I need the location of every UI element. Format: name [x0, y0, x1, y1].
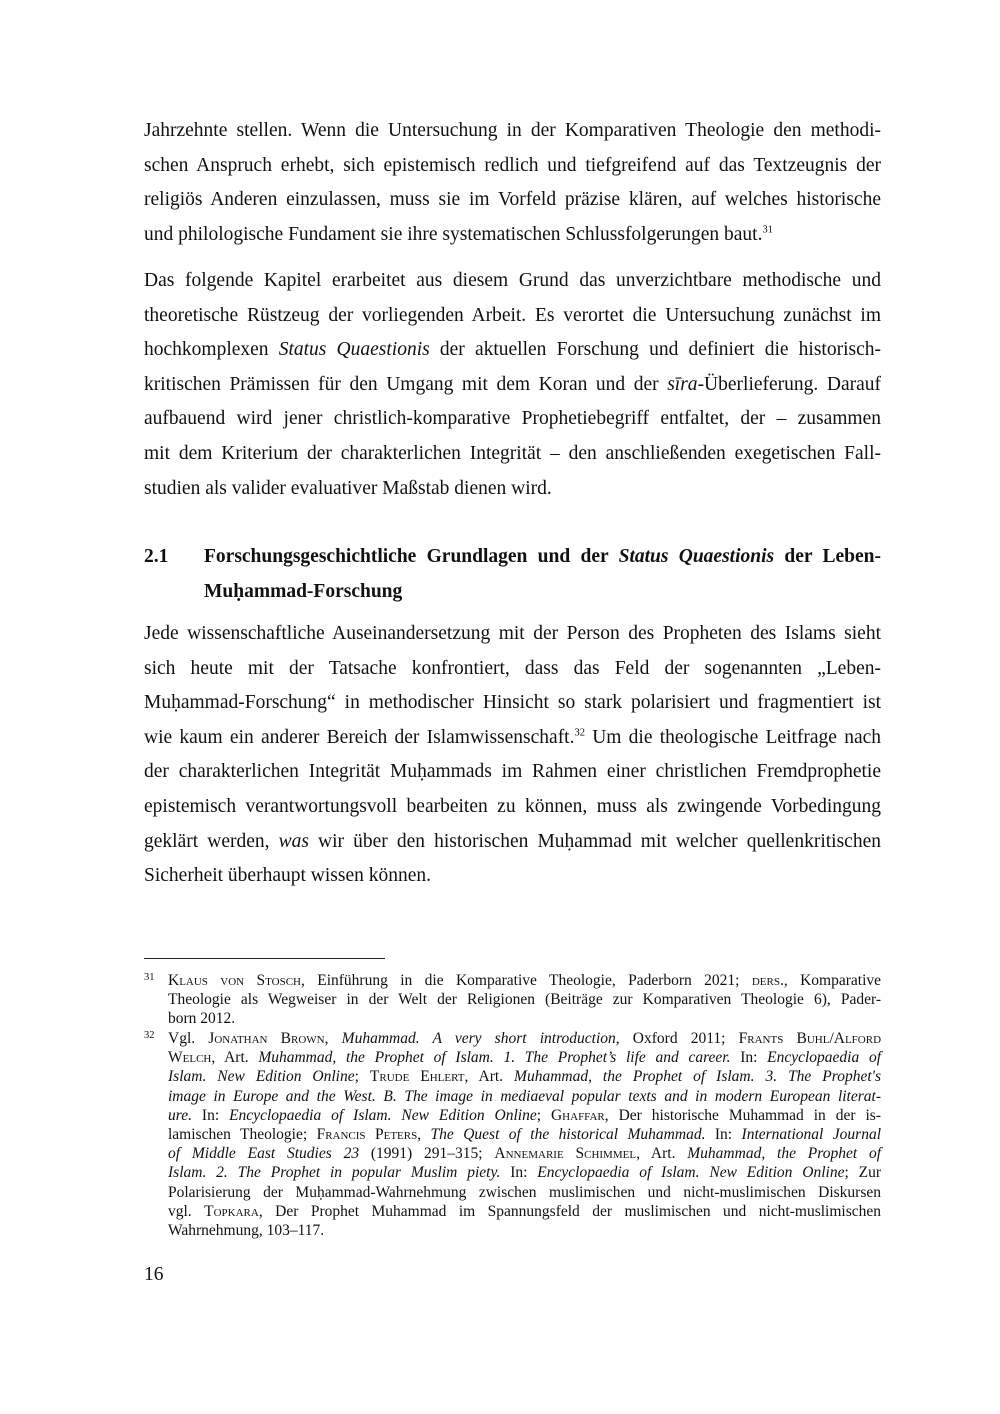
- footnote-line: Theologie als Wegweiser in der Welt der Religionen (Beiträge zur Komparativen Theologie 6), Pader-: [168, 991, 881, 1009]
- footnote-ref: 31: [762, 224, 773, 236]
- text-line: der charakterlichen Integrität Muḥammads im Rahmen einer christlichen Fremdprophetie: [144, 761, 881, 783]
- footnote-line: lamischen Theologie; Francis Peters, The Quest of the historical Muhammad. In: International Journal: [168, 1126, 881, 1143]
- text-line: geklärt werden, was wir über den historischen Muḥammad mit welcher quellenkritischen: [144, 830, 881, 852]
- text-line: religiös Anderen einzulassen, muss sie im Vorfeld präzise klären, auf welches historische: [144, 189, 881, 211]
- footnote-line: of Middle East Studies 23 (1991) 291–315; Annemarie Schimmel, Art. Muhammad, the Prophet of: [168, 1145, 882, 1163]
- section-title-line-1: Forschungsgeschichtliche Grundlagen und der Status Quaestionis der Leben-: [204, 546, 881, 567]
- footnote-line: Islam. 2. The Prophet in popular Muslim piety. In: Encyclopaedia of Islam. New Edition Online; Zur: [168, 1164, 881, 1182]
- footnote-line: image in Europe and the West. B. The image in mediaeval popular texts and in modern European literat-: [168, 1087, 881, 1105]
- text-line: Jahrzehnte stellen. Wenn die Untersuchung in der Komparativen Theologie den methodi-: [144, 120, 881, 141]
- footnote-line: ure. In: Encyclopaedia of Islam. New Edition Online; Ghaffar, Der historische Muhammad in der is-: [168, 1106, 881, 1124]
- footnote-line: born 2012.: [168, 1010, 236, 1028]
- text-line: hochkomplexen Status Quaestionis der aktuellen Forschung und definiert die historisch-: [144, 339, 881, 361]
- footnote-line: Klaus von Stosch, Einführung in die Komparative Theologie, Paderborn 2021; ders., Komparative: [168, 972, 882, 989]
- footnote-line: vgl. Topkara, Der Prophet Muhammad im Spannungsfeld der muslimischen und nicht-muslimischen: [168, 1202, 881, 1220]
- footnote-separator: [144, 958, 385, 959]
- text-line: Das folgende Kapitel erarbeitet aus diesem Grund das unverzichtbare methodische und: [144, 270, 881, 291]
- section-number: 2.1: [144, 546, 169, 567]
- footnote-line: Islam. New Edition Online; Trude Ehlert, Art. Muhammad, the Prophet of Islam. 3. The Prophet's: [168, 1068, 881, 1086]
- text-line: sich heute mit der Tatsache konfrontiert, dass das Feld der sogenannten „Leben-: [144, 657, 881, 679]
- text-line: wie kaum ein anderer Bereich der Islamwissenschaft.$^{32}$ Um die theologische Leitfrage nach: [144, 726, 882, 748]
- text-line: Muḥammad-Forschung“ in methodischer Hinsicht so stark polarisiert und fragmentiert ist: [144, 692, 881, 714]
- footnote-line: Polarisierung der Muḥammad-Wahrnehmung zwischen muslimischen und nicht-muslimischen Diskursen: [168, 1183, 881, 1201]
- text-line: mit dem Kriterium der charakterlichen Integrität – den anschließenden exegetischen Fall-: [144, 443, 881, 464]
- section-title-line-2: Muḥammad-Forschung: [204, 580, 403, 602]
- footnote-line: Welch, Art. Muhammad, the Prophet of Islam. 1. The Prophet’s life and career. In: Encyclopaedia of: [168, 1049, 882, 1067]
- text-line: schen Anspruch erhebt, sich epistemisch redlich und tiefgreifend auf das Textzeugnis der: [144, 154, 881, 176]
- text-line: Sicherheit überhaupt wissen können.: [144, 865, 432, 887]
- text-line: aufbauend wird jener christlich-komparative Prophetiebegriff entfaltet, der – zusammen: [144, 408, 881, 430]
- text-line: kritischen Prämissen für den Umgang mit dem Koran und der sīra-Überlieferung. Darauf: [144, 373, 881, 395]
- footnote-number: 32: [144, 1030, 155, 1041]
- footnote-number: 31: [144, 972, 155, 983]
- text-line: epistemisch verantwortungsvoll bearbeiten zu können, muss als zwingende Vorbedingung: [144, 796, 881, 817]
- text-line: und philologische Fundament sie ihre systematischen Schlussfolgerungen baut.$^{31}$: [144, 223, 773, 245]
- footnote-line: Vgl. Jonathan Brown, Muhammad. A very short introduction, Oxford 2011; Frants Buhl/Alford: [168, 1030, 882, 1047]
- footnote-ref: 32: [574, 727, 585, 739]
- text-line: Jede wissenschaftliche Auseinandersetzung mit der Person des Propheten des Islams sieht: [144, 623, 881, 644]
- page-number: 16: [144, 1264, 164, 1285]
- footnote-line: Wahrnehmung, 103–117.: [168, 1222, 325, 1239]
- text-line: theoretische Rüstzeug der vorliegenden Arbeit. Es verortet die Untersuchung zunächst im: [144, 304, 881, 326]
- text-line: studien als valider evaluativer Maßstab dienen wird.: [144, 477, 552, 499]
